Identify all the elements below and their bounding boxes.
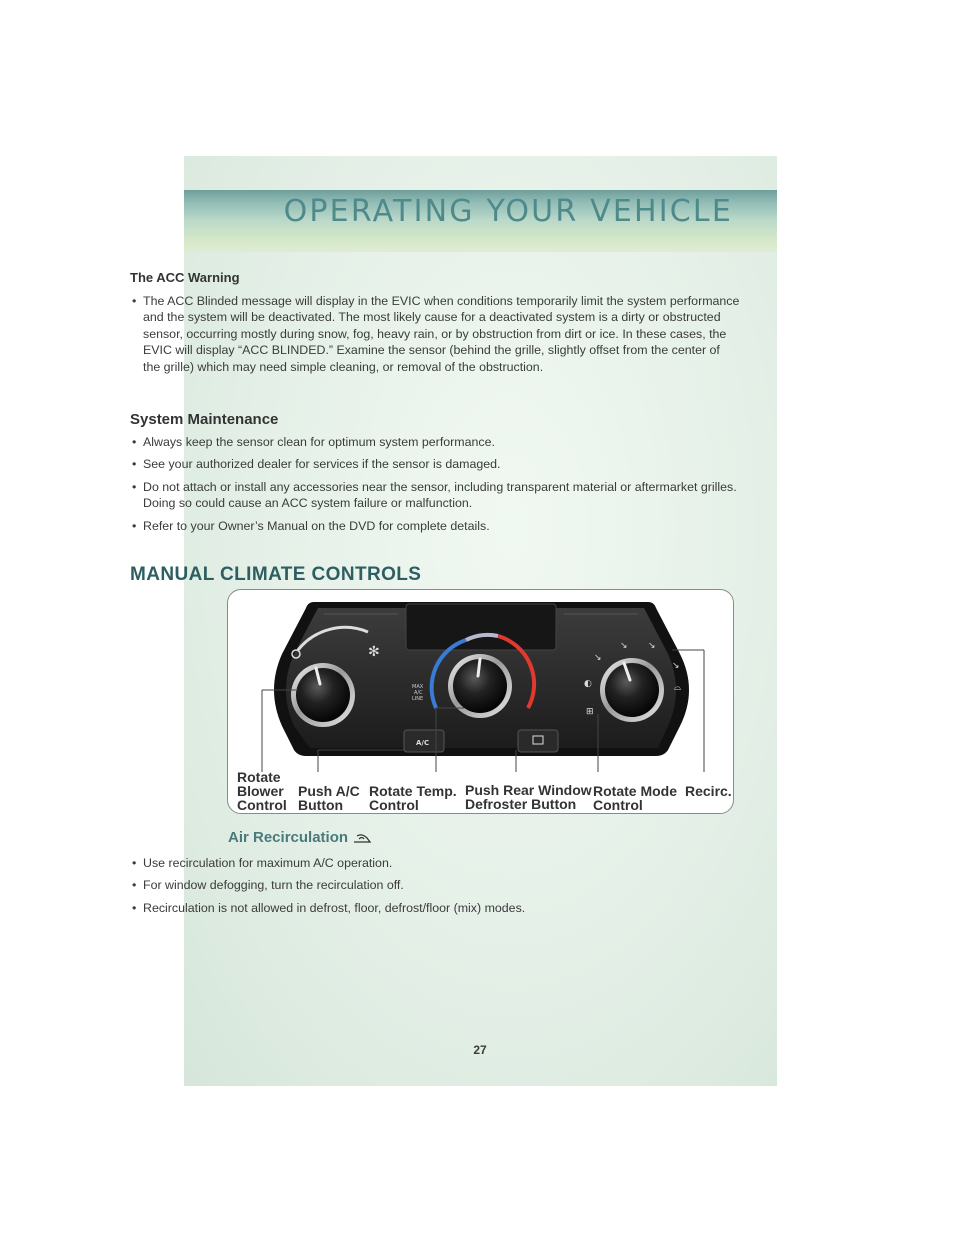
mode-label: Rotate Mode Control — [593, 783, 677, 813]
temp-knob-pointer — [478, 659, 480, 676]
system-maintenance-heading: System Maintenance — [130, 411, 279, 428]
list-item: • Always keep the sensor clean for optimum system performance. — [130, 434, 740, 450]
acc-warning-heading: The ACC Warning — [130, 270, 240, 285]
temp-label: Rotate Temp. Control — [369, 783, 457, 813]
blower-knob — [296, 668, 350, 722]
svg-text:↘: ↘ — [620, 641, 628, 651]
svg-text:↘: ↘ — [648, 641, 656, 651]
air-recirculation-title: Air Recirculation — [228, 829, 349, 846]
section-title: OPERATING YOUR VEHICLE — [283, 194, 733, 229]
page-number: 27 — [473, 1043, 487, 1057]
acc-warning-list — [130, 293, 740, 381]
air-recirculation-heading — [228, 829, 372, 846]
list-item: • Use recirculation for maximum A/C operation. — [130, 855, 690, 871]
recirc-label: Recirc. — [685, 783, 732, 799]
list-item: • Recirculation is not allowed in defrost, floor, defrost/floor (mix) modes. — [130, 900, 690, 916]
mode-knob — [605, 663, 659, 717]
manual-climate-heading: MANUAL CLIMATE CONTROLS — [130, 564, 422, 585]
climate-control-photo — [227, 589, 734, 814]
ac-marking: A/C — [414, 690, 423, 696]
list-item: • Refer to your Owner’s Manual on the DVD for complete details. — [130, 518, 740, 534]
air-recirculation-list — [130, 855, 690, 922]
rear-defrost-button — [518, 730, 558, 752]
line-marking: LINE — [412, 696, 424, 702]
top-vent-slot — [406, 604, 556, 650]
ac-button-label: A/C — [416, 739, 430, 747]
svg-text:⌓: ⌓ — [674, 683, 682, 693]
climate-panel-illustration — [228, 590, 734, 814]
recirculation-icon — [352, 831, 372, 845]
list-item: • Do not attach or install any accessories near the sensor, including transparent material or aftermarket grilles. Doing so could cause an ACC system failure or malfunction. — [130, 479, 740, 512]
ac-label: Push A/C Button — [298, 783, 360, 813]
blower-label: Rotate Blower Control — [237, 769, 287, 813]
fan-icon: ✻ — [368, 644, 380, 660]
svg-text:◐: ◐ — [584, 679, 592, 689]
max-ac-marking: MAX — [412, 684, 424, 690]
system-maintenance-list — [130, 434, 740, 540]
svg-text:↘: ↘ — [594, 653, 602, 663]
svg-text:⊞: ⊞ — [586, 707, 594, 717]
list-item: • See your authorized dealer for services if the sensor is damaged. — [130, 456, 740, 472]
list-item: • For window defogging, turn the recirculation off. — [130, 877, 690, 893]
rear-window-label: Push Rear Window Defroster Button — [465, 782, 592, 812]
svg-text:↘: ↘ — [672, 661, 680, 671]
list-item: • The ACC Blinded message will display in the EVIC when conditions temporarily limit the system performance and the system will be deactivated. The most likely cause for a deactivated system is a dirty or obstructed sensor, occurring mostly during snow, fog, heavy rain, or by obstruction from dirt or ice. In these cases, the EVIC will display “ACC BLINDED.” Examine the sensor (behind the grille, slightly offset from the center of the grille) which may need simple cleaning, or removal of the obstruction. — [130, 293, 740, 375]
